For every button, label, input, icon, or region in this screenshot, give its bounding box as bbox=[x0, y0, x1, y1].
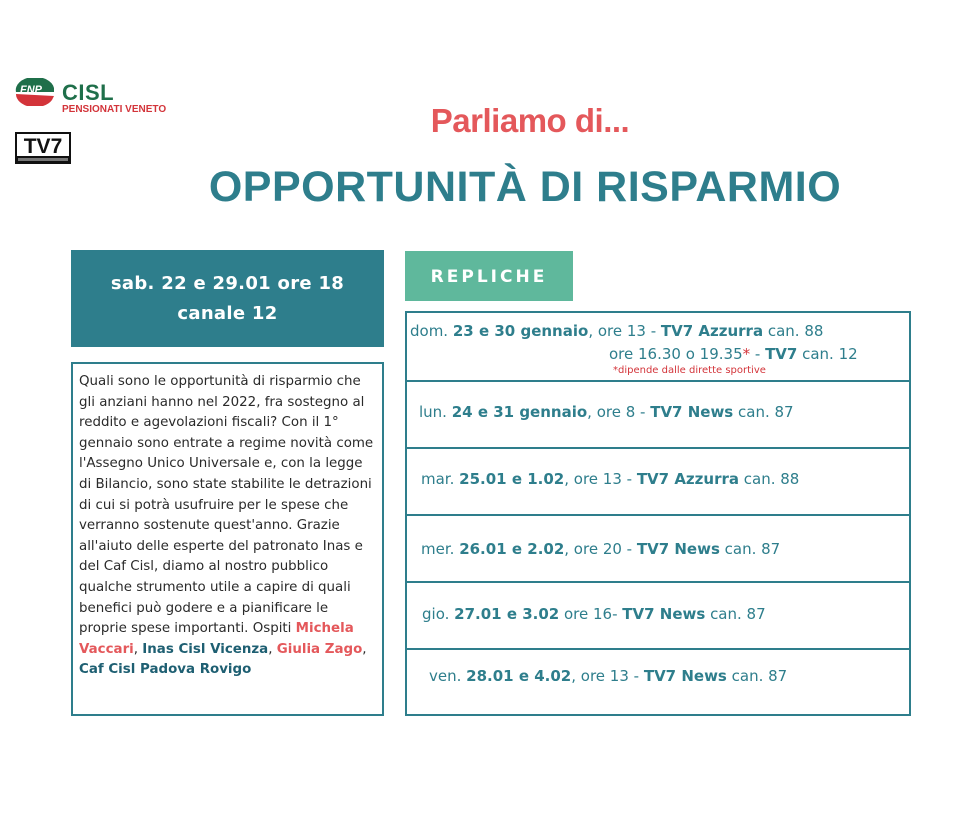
description-text: Quali sono le opportunità di risparmio che gli anziani hanno nel 2022, fra sostegno al reddito e agevolazioni fiscali? Con il 1° gennaio sono entrate a regime novità come l'Assegno Unico Universale e, con la legge di Bilancio, sono state stabilite le detrazioni di cui si potrà usufruire per le spese che verranno sostenute quest'anno. Grazie all'aiuto delle esperte del patronato Inas e del Caf Cisl, diamo al nostro pubblico qualche strumento utile a capire di quali benefici può godere e a pianificare le proprie spese importanti. Ospiti bbox=[79, 374, 374, 637]
schedule-dates: 24 e 31 gennaio bbox=[451, 403, 588, 421]
schedule-day: dom. bbox=[410, 322, 449, 340]
schedule-alt-line bbox=[609, 345, 858, 363]
page-title: OPPORTUNITÀ DI RISPARMIO bbox=[208, 163, 842, 211]
tv7-logo-text: TV7 bbox=[23, 135, 63, 158]
schedule-day: ven. bbox=[429, 667, 462, 685]
schedule-channel: TV7 News bbox=[622, 605, 706, 623]
schedule-row bbox=[407, 648, 909, 714]
schedule-dates: 26.01 e 2.02 bbox=[459, 540, 565, 558]
schedule-dates: 23 e 30 gennaio bbox=[452, 322, 589, 340]
schedule-footnote: *dipende dalle dirette sportive bbox=[613, 365, 766, 376]
schedule-time: , ore 13 - bbox=[588, 322, 661, 340]
schedule-can: can. 87 bbox=[719, 540, 781, 558]
schedule-channel: TV7 News bbox=[650, 403, 734, 421]
cisl-logo-text: CISL bbox=[62, 80, 115, 105]
schedule-time: ore 16- bbox=[559, 605, 623, 623]
schedule-row bbox=[407, 447, 909, 516]
schedule-dates: 27.01 e 3.02 bbox=[454, 605, 560, 623]
schedule-dates: 28.01 e 4.02 bbox=[466, 667, 572, 685]
schedule-day: gio. bbox=[422, 605, 450, 623]
schedule-time: , ore 20 - bbox=[564, 540, 637, 558]
schedule-alt-time: ore 16.30 o 19.35 bbox=[609, 345, 743, 363]
schedule-time: , ore 13 - bbox=[564, 470, 637, 488]
schedule-line bbox=[422, 605, 766, 623]
guest-name: Giulia Zago bbox=[276, 641, 363, 657]
description-box bbox=[71, 362, 384, 716]
repliche-schedule bbox=[405, 311, 911, 716]
schedule-can: can. 87 bbox=[733, 403, 794, 421]
schedule-line bbox=[419, 403, 794, 421]
schedule-line bbox=[421, 470, 799, 488]
schedule-row bbox=[407, 514, 909, 583]
schedule-day: lun. bbox=[419, 403, 447, 421]
schedule-can: can. 88 bbox=[739, 470, 800, 488]
guest-name: Michela Vaccari bbox=[79, 621, 354, 657]
schedule-can: can. 12 bbox=[797, 345, 858, 363]
schedule-can: can. 87 bbox=[705, 605, 766, 623]
schedule-separator: - bbox=[750, 345, 766, 363]
repliche-label: REPLICHE bbox=[405, 251, 573, 301]
schedule-row bbox=[407, 380, 909, 449]
separator: , bbox=[268, 641, 273, 657]
schedule-line bbox=[410, 322, 823, 340]
fnp-logo-text: FNP bbox=[20, 84, 42, 96]
guest-organization: Caf Cisl Padova Rovigo bbox=[79, 662, 252, 678]
schedule-time: , ore 13 - bbox=[571, 667, 644, 685]
broadcast-channel: canale 12 bbox=[177, 303, 278, 324]
broadcast-date: sab. 22 e 29.01 ore 18 bbox=[110, 273, 345, 294]
schedule-can: can. 87 bbox=[726, 667, 788, 685]
broadcast-date-box bbox=[71, 250, 384, 347]
schedule-can: can. 88 bbox=[763, 322, 824, 340]
schedule-channel: TV7 News bbox=[643, 667, 727, 685]
schedule-row bbox=[407, 581, 909, 650]
schedule-day: mer. bbox=[421, 540, 455, 558]
cisl-logo-subtitle: PENSIONATI VENETO bbox=[62, 104, 167, 115]
separator: , bbox=[362, 641, 367, 657]
schedule-line bbox=[429, 667, 787, 685]
schedule-dates: 25.01 e 1.02 bbox=[459, 470, 565, 488]
separator: , bbox=[133, 641, 143, 657]
schedule-day: mar. bbox=[421, 470, 455, 488]
guest-organization: Inas Cisl Vicenza bbox=[142, 641, 269, 657]
schedule-line bbox=[421, 540, 780, 558]
schedule-channel: TV7 Azzurra bbox=[660, 322, 764, 340]
schedule-asterisk: * bbox=[742, 345, 751, 363]
headline: Parliamo di... bbox=[430, 102, 630, 139]
schedule-channel: TV7 bbox=[765, 345, 798, 363]
schedule-time: , ore 8 - bbox=[587, 403, 651, 421]
schedule-channel: TV7 Azzurra bbox=[636, 470, 739, 488]
schedule-row bbox=[407, 313, 909, 382]
schedule-channel: TV7 News bbox=[636, 540, 720, 558]
